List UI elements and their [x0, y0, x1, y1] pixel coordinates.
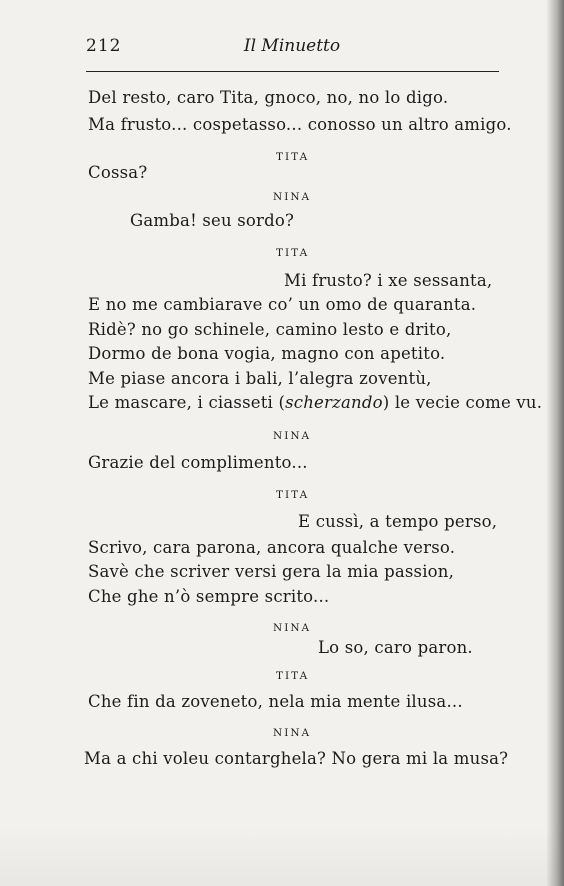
- verse-line: Del resto, caro Tita, gnoco, no, no lo digo.: [88, 88, 449, 107]
- verse-line: Savè che scriver versi gera la mia passion,: [88, 562, 455, 581]
- verse-line: Ridè? no go schinele, camino lesto e drito,: [88, 320, 452, 339]
- verse-line: Grazie del complimento...: [88, 453, 308, 472]
- verse-line: [88, 393, 542, 412]
- running-title: Il Minuetto: [243, 36, 341, 56]
- speaker-label: TITA: [276, 670, 310, 682]
- page-header: [86, 36, 498, 60]
- speaker-label: TITA: [276, 151, 310, 163]
- page-edge-shadow: [546, 0, 564, 886]
- page-number: 212: [86, 36, 122, 56]
- verse-line: Lo so, caro paron.: [318, 638, 473, 657]
- verse-line: E no me cambiarave co’ un omo de quaranta.: [88, 295, 477, 314]
- verse-line: Cossa?: [88, 163, 148, 182]
- verse-text: Le mascare, i ciasseti (: [88, 393, 286, 412]
- verse-line: Gamba! seu sordo?: [130, 211, 295, 230]
- speaker-label: NINA: [273, 727, 312, 739]
- verse-line: Che fin da zoveneto, nela mia mente ilusa...: [88, 692, 463, 711]
- speaker-label: NINA: [273, 622, 312, 634]
- speaker-label: TITA: [276, 247, 310, 259]
- verse-text: ) le vecie come vu.: [382, 393, 543, 412]
- verse-line: Ma a chi voleu contarghela? No gera mi la musa?: [84, 749, 509, 768]
- speaker-label: TITA: [276, 489, 310, 501]
- header-rule: [86, 71, 499, 72]
- speaker-label: NINA: [273, 191, 312, 203]
- verse-line: Ma frusto... cospetasso... conosso un altro amigo.: [88, 115, 512, 134]
- paper-tint: [0, 826, 564, 886]
- speaker-label: NINA: [273, 430, 312, 442]
- verse-line: Me piase ancora i bali, l’alegra zoventù,: [88, 369, 432, 388]
- verse-line: E cussì, a tempo perso,: [298, 512, 498, 531]
- verse-line: Che ghe n’ò sempre scrito...: [88, 587, 330, 606]
- verse-line: Dormo de bona vogia, magno con apetito.: [88, 344, 446, 363]
- stage-direction: scherzando: [285, 393, 383, 412]
- verse-line: Mi frusto? i xe sessanta,: [284, 271, 493, 290]
- verse-line: Scrivo, cara parona, ancora qualche verso.: [88, 538, 456, 557]
